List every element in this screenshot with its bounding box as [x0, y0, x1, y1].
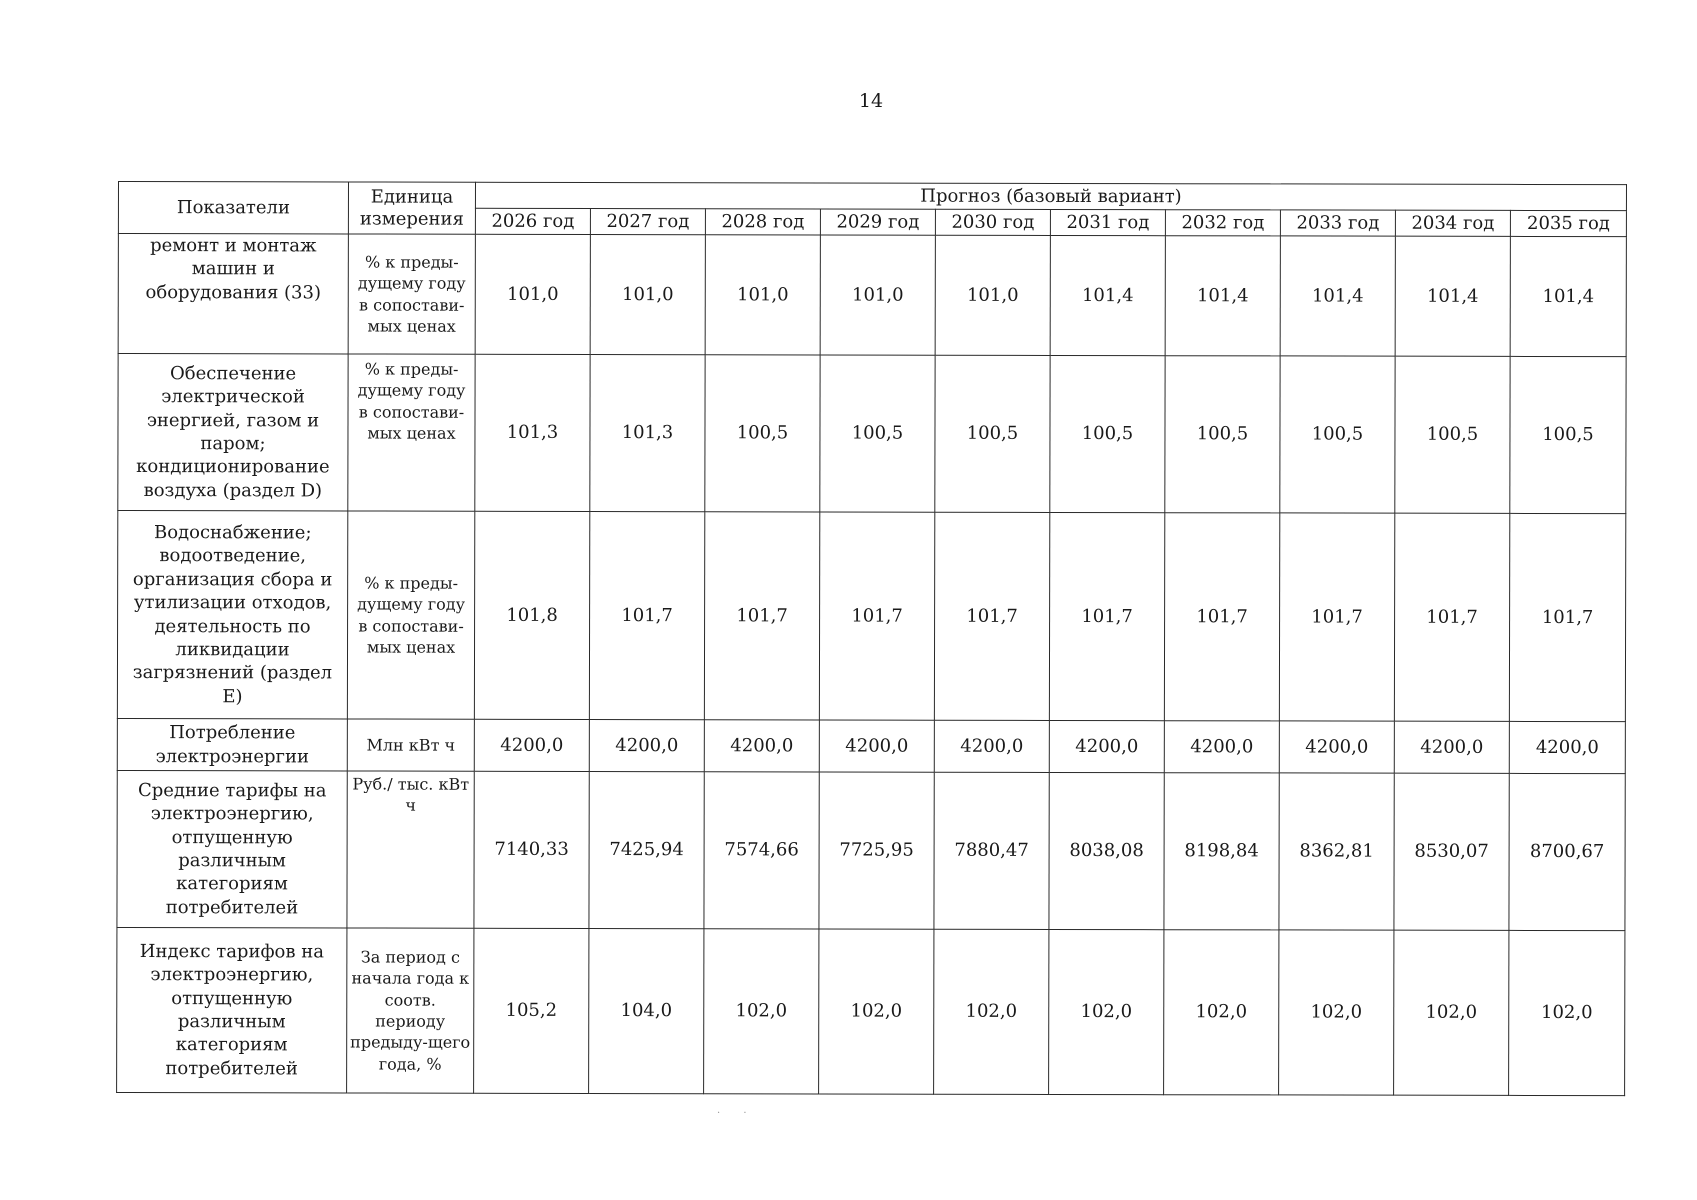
row-value: 102,0 [1509, 930, 1625, 1095]
row-value: 101,7 [1279, 513, 1394, 721]
row-value: 101,3 [475, 354, 590, 511]
table-header-row [118, 182, 1626, 211]
header-year: 2029 год [820, 209, 935, 235]
row-value: 105,2 [474, 928, 589, 1093]
row-value: 4200,0 [1049, 720, 1164, 772]
scan-artifact: · · [717, 1108, 757, 1119]
row-indicator: Обеспечение электрической энергией, газом и паром; кондиционирование воздуха (раздел D) [118, 354, 348, 511]
row-unit: Млн кВт ч [347, 719, 474, 771]
row-value: 100,5 [1165, 356, 1280, 513]
row-value: 101,3 [590, 354, 705, 511]
row-value: 4200,0 [1394, 721, 1509, 773]
row-value: 101,7 [934, 512, 1049, 720]
forecast-table [116, 181, 1627, 1096]
row-value: 101,0 [705, 235, 820, 355]
row-value: 4200,0 [1279, 721, 1394, 773]
header-year: 2030 год [935, 209, 1050, 235]
row-value: 8198,84 [1164, 773, 1279, 930]
row-value: 101,0 [590, 234, 705, 354]
row-value: 100,5 [935, 355, 1050, 512]
header-year: 2034 год [1395, 210, 1510, 236]
row-value: 102,0 [704, 929, 819, 1094]
row-value: 4200,0 [704, 720, 819, 772]
row-value: 101,7 [1049, 512, 1164, 720]
header-year: 2033 год [1280, 210, 1395, 236]
row-value: 101,4 [1050, 235, 1165, 355]
row-value: 101,4 [1395, 236, 1510, 356]
row-value: 101,4 [1510, 236, 1626, 356]
row-value: 4200,0 [819, 720, 934, 772]
header-year: 2027 год [590, 208, 705, 234]
row-value: 101,4 [1280, 236, 1395, 356]
row-value: 101,7 [1394, 513, 1509, 721]
row-value: 101,7 [1164, 513, 1279, 721]
row-value: 101,0 [820, 235, 935, 355]
row-unit: За период с начала года к соотв. периоду предыду-щего года, % [347, 928, 474, 1093]
row-value: 7574,66 [704, 772, 819, 929]
header-unit: Единица измерения [348, 182, 475, 234]
row-indicator: Средние тарифы на электроэнергию, отпущенную различным категориям потребителей [117, 770, 347, 927]
row-value: 4200,0 [474, 719, 589, 771]
row-value: 7880,47 [934, 772, 1049, 929]
row-value: 102,0 [1049, 929, 1164, 1094]
row-value: 100,5 [1050, 355, 1165, 512]
row-unit: % к преды-дущему году в сопостави-мых ценах [347, 511, 474, 719]
row-value: 4200,0 [934, 720, 1049, 772]
row-value: 101,8 [474, 511, 589, 719]
row-value: 7140,33 [474, 771, 589, 928]
row-value: 7725,95 [819, 772, 934, 929]
header-indicator: Показатели [118, 182, 348, 234]
row-indicator: Индекс тарифов на электроэнергию, отпущенную различным категориям потребителей [117, 927, 347, 1092]
row-unit: % к преды-дущему году в сопостави-мых ценах [348, 354, 475, 511]
page-number: 14 [858, 90, 884, 112]
row-value: 100,5 [1510, 356, 1626, 513]
table-row [117, 927, 1625, 1095]
row-indicator: Водоснабжение; водоотведение, организация сбора и утилизации отходов, деятельность по ликвидации загрязнений (раздел E) [117, 511, 347, 719]
header-year: 2028 год [705, 209, 820, 235]
table-row [117, 511, 1626, 722]
row-value: 4200,0 [1509, 721, 1625, 773]
row-indicator: Потребление электроэнергии [117, 718, 347, 770]
forecast-table-container [116, 181, 1626, 1096]
row-value: 4200,0 [1164, 721, 1279, 773]
row-value: 101,4 [1165, 236, 1280, 356]
row-value: 4200,0 [589, 719, 704, 771]
row-value: 101,0 [935, 235, 1050, 355]
row-value: 102,0 [1164, 930, 1279, 1095]
row-unit: Руб./ тыс. кВт ч [347, 771, 474, 928]
table-row [117, 718, 1625, 773]
row-value: 102,0 [1279, 930, 1394, 1095]
row-value: 100,5 [705, 355, 820, 512]
header-forecast-group: Прогноз (базовый вариант) [475, 182, 1626, 210]
row-value: 8362,81 [1279, 773, 1394, 930]
row-indicator: ремонт и монтаж машин и оборудования (33) [118, 234, 348, 354]
row-value: 7425,94 [589, 771, 704, 928]
table-row [118, 354, 1626, 514]
header-year: 2026 год [475, 208, 590, 234]
header-year: 2032 год [1165, 210, 1280, 236]
row-unit: % к преды-дущему году в сопостави-мых ценах [348, 234, 475, 354]
row-value: 8700,67 [1509, 773, 1625, 930]
row-value: 101,7 [589, 511, 704, 719]
row-value: 104,0 [589, 928, 704, 1093]
row-value: 101,0 [475, 234, 590, 354]
table-row [118, 234, 1626, 357]
row-value: 101,7 [704, 512, 819, 720]
row-value: 100,5 [1280, 356, 1395, 513]
header-year: 2031 год [1050, 209, 1165, 235]
row-value: 101,7 [1509, 513, 1626, 721]
header-year: 2035 год [1510, 210, 1626, 236]
row-value: 8038,08 [1049, 772, 1164, 929]
row-value: 101,7 [819, 512, 934, 720]
row-value: 8530,07 [1394, 773, 1509, 930]
row-value: 100,5 [1395, 356, 1510, 513]
table-row [117, 770, 1625, 930]
row-value: 102,0 [819, 929, 934, 1094]
row-value: 102,0 [1394, 930, 1509, 1095]
row-value: 100,5 [820, 355, 935, 512]
row-value: 102,0 [934, 929, 1049, 1094]
